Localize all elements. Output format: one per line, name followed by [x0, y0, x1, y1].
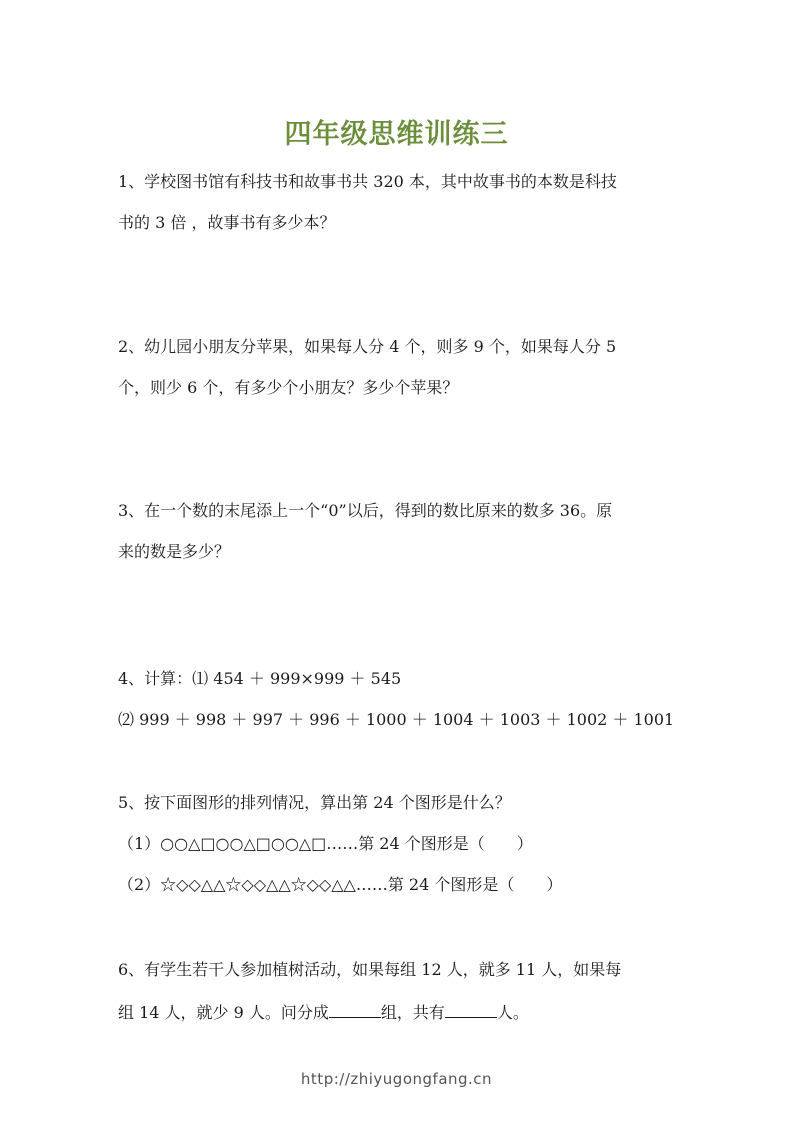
- question-3-line-2: 来的数是多少？: [118, 542, 231, 561]
- question-4-line-2: ⑵ 999 ＋ 998 ＋ 997 ＋ 996 ＋ 1000 ＋ 1004 ＋ 1003 ＋ 1002 ＋ 1001: [118, 710, 675, 729]
- question-1-line-2: 书的 3 倍 ，故事书有多少本？: [118, 213, 336, 232]
- question-6-line-1: 6、有学生若干人参加植树活动，如果每组 12 人，就多 11 人，如果每: [118, 960, 622, 979]
- question-6-line-2: [118, 1001, 529, 1023]
- question-1-line-1: 1、学校图书馆有科技书和故事书共 320 本，其中故事书的本数是科技: [118, 172, 617, 191]
- question-5-line-2: （1）○○△□○○△□○○△□……第 24 个图形是（ ）: [118, 834, 533, 853]
- question-4-line-1: 4、计算：⑴ 454 ＋ 999×999 ＋ 545: [118, 669, 402, 688]
- answer-blank-people: [445, 1001, 497, 1018]
- page-title: 四年级思维训练三: [284, 119, 509, 150]
- question-5-line-3: （2）☆◇◇△△☆◇◇△△☆◇◇△△……第 24 个图形是（ ）: [118, 875, 563, 894]
- question-2-line-1: 2、幼儿园小朋友分苹果，如果每人分 4 个，则多 9 个，如果每人分 5: [118, 337, 617, 356]
- question-6-text-c: 人。: [496, 1003, 529, 1022]
- question-2-line-2: 个，则少 6 个，有多少个小朋友？多少个苹果？: [118, 378, 459, 397]
- question-6-text-a: 组 14 人，就少 9 人。问分成: [118, 1003, 329, 1022]
- footer-url: http://zhiyugongfang.cn: [300, 1070, 493, 1088]
- question-6-text-b: 组，共有: [380, 1003, 445, 1022]
- question-3-line-1: 3、在一个数的末尾添上一个“0”以后，得到的数比原来的数多 36。原: [118, 501, 613, 520]
- answer-blank-groups: [329, 1001, 381, 1018]
- question-5-line-1: 5、按下面图形的排列情况，算出第 24 个图形是什么？: [118, 793, 511, 812]
